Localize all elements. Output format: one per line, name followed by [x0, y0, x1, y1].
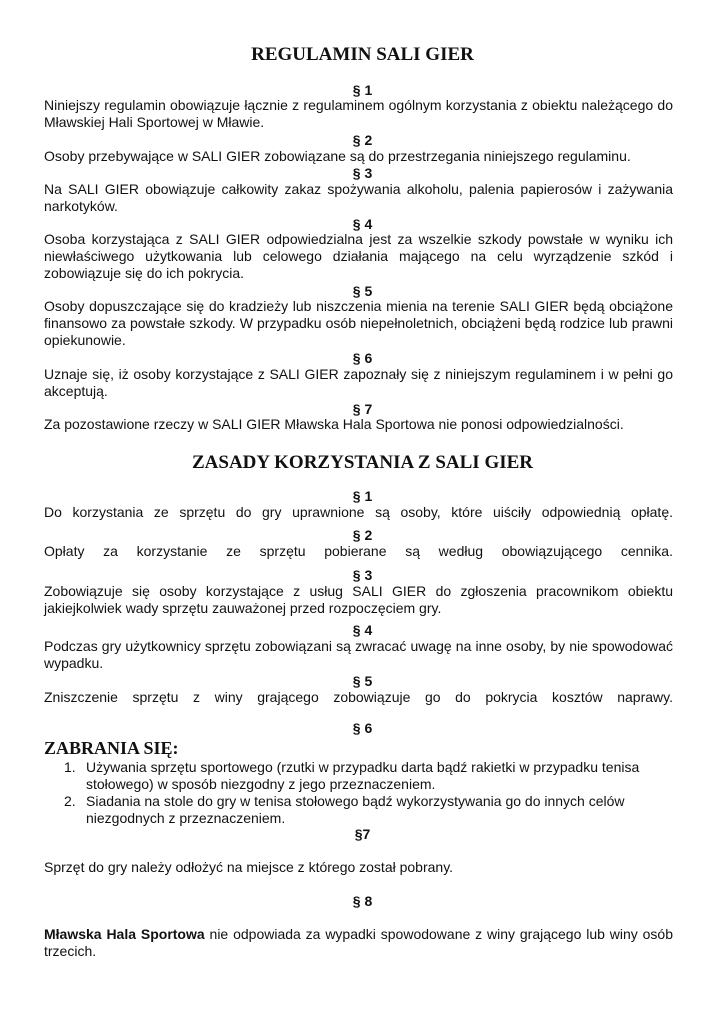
zasady-section-8-text [44, 926, 673, 960]
zasady-section-2-number: § 2 [352, 527, 373, 543]
regulamin-section-6-text: Uznaje się, iż osoby korzystające z SALI GIER zapoznały się z niniejszym regulaminem i w pełni go akceptują. [44, 366, 673, 399]
zasady-section-5-text: Zniszczenie sprzętu z winy grającego zobowiązuje go do pokrycia kosztów naprawy. [44, 689, 673, 705]
zasady-section-2-text: Opłaty za korzystanie ze sprzętu pobierane są według obowiązującego cennika. [44, 543, 673, 559]
hall-name: Mławska Hala Sportowa [44, 926, 205, 942]
list-item-number: 1. [64, 759, 76, 775]
zasady-section-3-text: Zobowiązuje się osoby korzystające z usług SALI GIER do zgłoszenia pracownikom obiektu jakiejkolwiek wady sprzętu zauważonej przed rozpoczęciem gry. [44, 583, 673, 616]
list-item-number: 2. [64, 793, 76, 809]
regulamin-section-5-text: Osoby dopuszczające się do kradzieży lub niszczenia mienia na terenie SALI GIER będą obciążone finansowo za powstałe szkody. W przypadku osób niepełnoletnich, obciążeni będą rodzice lub prawni opiekunowie. [44, 298, 673, 348]
forbidden-list [64, 759, 676, 827]
zasady-section-8-number: § 8 [352, 893, 373, 909]
list-item [64, 759, 676, 793]
regulamin-title: REGULAMIN SALI GIER [251, 44, 474, 65]
section-8-body: nie odpowiada za wypadki spowodowane z winy grającego lub winy osób trzecich. [44, 926, 673, 959]
zasady-section-1-number: § 1 [352, 488, 373, 504]
regulamin-section-6-number: § 6 [352, 350, 373, 366]
regulamin-section-2-number: § 2 [352, 132, 373, 148]
regulamin-section-4-number: § 4 [352, 216, 373, 232]
regulamin-section-2-text: Osoby przebywające w SALI GIER zobowiązane są do przestrzegania niniejszego regulaminu. [44, 148, 631, 164]
regulamin-section-7-number: § 7 [352, 401, 373, 417]
zasady-section-6-number: § 6 [352, 720, 373, 736]
list-item [64, 793, 676, 827]
zasady-section-7-text: Sprzęt do gry należy odłożyć na miejsce z którego został pobrany. [44, 859, 454, 875]
list-item-text: Siadania na stole do gry w tenisa stołowego bądź wykorzystywania go do innych celów niezgodnych z przeznaczeniem. [86, 793, 625, 826]
regulamin-section-1-text: Niniejszy regulamin obowiązuje łącznie z regulaminem ogólnym korzystania z obiektu należącego do Mławskiej Hali Sportowej w Mławie. [44, 97, 673, 130]
forbidden-heading: ZABRANIA SIĘ: [44, 738, 179, 758]
regulamin-section-3-number: § 3 [352, 165, 373, 181]
zasady-section-3-number: § 3 [352, 567, 373, 583]
zasady-section-5-number: § 5 [352, 673, 373, 689]
zasady-section-1-text: Do korzystania ze sprzętu do gry uprawnione są osoby, które uiściły odpowiednią opłatę. [44, 504, 673, 520]
zasady-section-7-number: §7 [354, 826, 371, 842]
regulamin-section-3-text: Na SALI GIER obowiązuje całkowity zakaz spożywania alkoholu, palenia papierosów i zażywania narkotyków. [44, 181, 673, 214]
zasady-title: ZASADY KORZYSTANIA Z SALI GIER [191, 452, 534, 473]
zasady-section-4-text: Podczas gry użytkownicy sprzętu zobowiązani są zwracać uwagę na inne osoby, by nie spowodować wypadku. [44, 638, 673, 671]
regulamin-section-4-text: Osoba korzystająca z SALI GIER odpowiedzialna jest za wszelkie szkody powstałe w wyniku ich niewłaściwego użytkowania lub celowego działania mającego na celu wyrządzenie szkód i zobowiązuje się do ich pokrycia. [44, 231, 673, 281]
list-item-text: Używania sprzętu sportowego (rzutki w przypadku darta bądź rakietki w przypadku tenisa stołowego) w sposób niezgodny z jego przeznaczeniem. [86, 759, 640, 792]
zasady-section-4-number: § 4 [352, 622, 373, 638]
regulamin-section-1-number: § 1 [352, 82, 373, 98]
regulamin-section-7-text: Za pozostawione rzeczy w SALI GIER Mławska Hala Sportowa nie ponosi odpowiedzialności. [44, 416, 624, 432]
regulamin-section-5-number: § 5 [352, 283, 373, 299]
